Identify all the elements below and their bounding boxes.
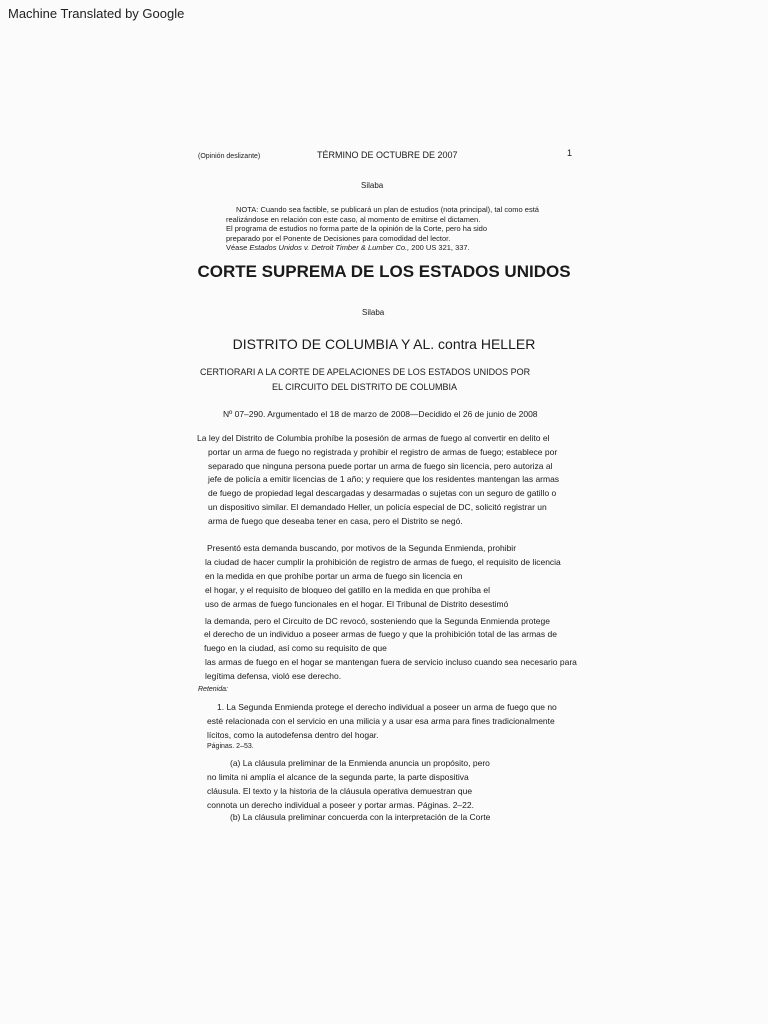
syllabus-heading-2: Silaba	[362, 308, 385, 317]
text-line: esté relacionada con el servicio en una milicia y a usar esa arma para fines tradicionalmente	[207, 716, 555, 726]
text-line: Presentó esta demanda buscando, por motivos de la Segunda Enmienda, prohibir	[207, 543, 517, 553]
pages-reference: Páginas. 2–53.	[207, 743, 254, 750]
certiorari-line: EL CIRCUITO DEL DISTRITO DE COLUMBIA	[272, 382, 458, 392]
text-line: separado que ninguna persona puede portar un arma de fuego sin licencia, pero autoriza al	[208, 460, 553, 471]
machine-translation-banner: Machine Translated by Google	[8, 6, 185, 21]
note-line: realizándose en relación con este caso, al momento de emitirse el dictamen.	[226, 214, 481, 224]
note-citation-suffix: 200 US 321, 337.	[409, 243, 470, 252]
text-line: connota un derecho individual a poseer y portar armas. Páginas. 2–22.	[207, 800, 474, 810]
text-line: la ciudad de hacer cumplir la prohibición de registro de armas de fuego, el requisito de licencia	[205, 556, 561, 567]
note-citation-case: Estados Unidos v. Detroit Timber & Lumber Co.,	[249, 243, 410, 252]
text-line: lícitos, como la autodefensa dentro del hogar.	[207, 730, 379, 740]
text-line: cláusula. El texto y la historia de la cláusula operativa demuestran que	[207, 786, 473, 796]
paragraph-2	[204, 542, 577, 684]
holding-b: (b) La cláusula preliminar concuerda con la interpretación de la Corte	[230, 812, 491, 822]
text-line: jefe de policía a emitir licencias de 1 año; y requiere que los residentes mantengan las armas	[208, 474, 560, 485]
note-line: El programa de estudios no forma parte de la opinión de la Corte, pero ha sido	[226, 224, 487, 233]
text-line: un dispositivo similar. El demandado Heller, un policía especial de DC, solicitó registrar un	[208, 501, 547, 512]
certiorari-line: CERTIORARI A LA CORTE DE APELACIONES DE LOS ESTADOS UNIDOS POR	[200, 367, 531, 377]
note-citation	[226, 243, 539, 253]
page-number: 1	[567, 148, 573, 158]
text-line: el derecho de un individuo a poseer armas de fuego y que la prohibición total de las armas de	[204, 629, 557, 640]
holding-1	[207, 700, 557, 742]
holding-a	[207, 756, 490, 812]
text-line: (a) La cláusula preliminar de la Enmienda anuncia un propósito, pero	[230, 758, 490, 768]
case-name: DISTRITO DE COLUMBIA Y AL. contra HELLER	[232, 336, 536, 352]
text-line: de fuego de propiedad legal descargadas y desarmadas o sujetas con un seguro de gatillo o	[208, 488, 557, 499]
note-line: NOTA: Cuando sea factible, se publicará un plan de estudios (nota principal), tal como está	[236, 205, 539, 214]
slip-opinion-label: (Opinión deslizante)	[198, 153, 261, 160]
held-label: Retenida:	[198, 686, 228, 693]
text-line: en la medida en que prohíbe portar un arma de fuego sin licencia en	[205, 570, 463, 581]
text-line: el hogar, y el requisito de bloqueo del gatillo en la medida en que prohíba el	[205, 584, 490, 595]
text-line: uso de armas de fuego funcionales en el hogar. El Tribunal de Distrito desestimó	[205, 598, 509, 609]
text-line: la demanda, pero el Circuito de DC revocó, sosteniendo que la Segunda Enmienda protege	[205, 615, 550, 626]
text-line: fuego en la ciudad, así como su requisito de que	[204, 643, 387, 654]
docket-line: Nº 07–290. Argumentado el 18 de marzo de 2008—Decidido el 26 de junio de 2008	[223, 409, 538, 419]
text-line: 1. La Segunda Enmienda protege el derecho individual a poseer un arma de fuego que no	[217, 702, 557, 712]
term-header: TÉRMINO DE OCTUBRE DE 2007	[317, 150, 458, 160]
paragraph-1	[197, 432, 559, 529]
text-line: portar un arma de fuego no registrada y prohibir el registro de armas de fuego; establece por	[208, 446, 558, 457]
text-line: arma de fuego que deseaba tener en casa, pero el Distrito se negó.	[208, 515, 463, 526]
text-line: las armas de fuego en el hogar se mantengan fuera de servicio incluso cuando sea necesario para	[205, 657, 577, 668]
text-line: La ley del Distrito de Columbia prohíbe la posesión de armas de fuego al convertir en delito el	[197, 433, 550, 443]
syllabus-heading: Silaba	[361, 181, 384, 190]
note-citation-prefix: Véase	[226, 243, 250, 252]
text-line: legítima defensa, violó ese derecho.	[205, 671, 342, 682]
note-line: preparado por el Ponente de Decisiones para comodidad del lector.	[226, 233, 451, 243]
text-line: no limita ni amplía el alcance de la segunda parte, la parte dispositiva	[207, 772, 469, 782]
court-title: CORTE SUPREMA DE LOS ESTADOS UNIDOS	[197, 262, 571, 281]
syllabus-note	[226, 205, 539, 253]
